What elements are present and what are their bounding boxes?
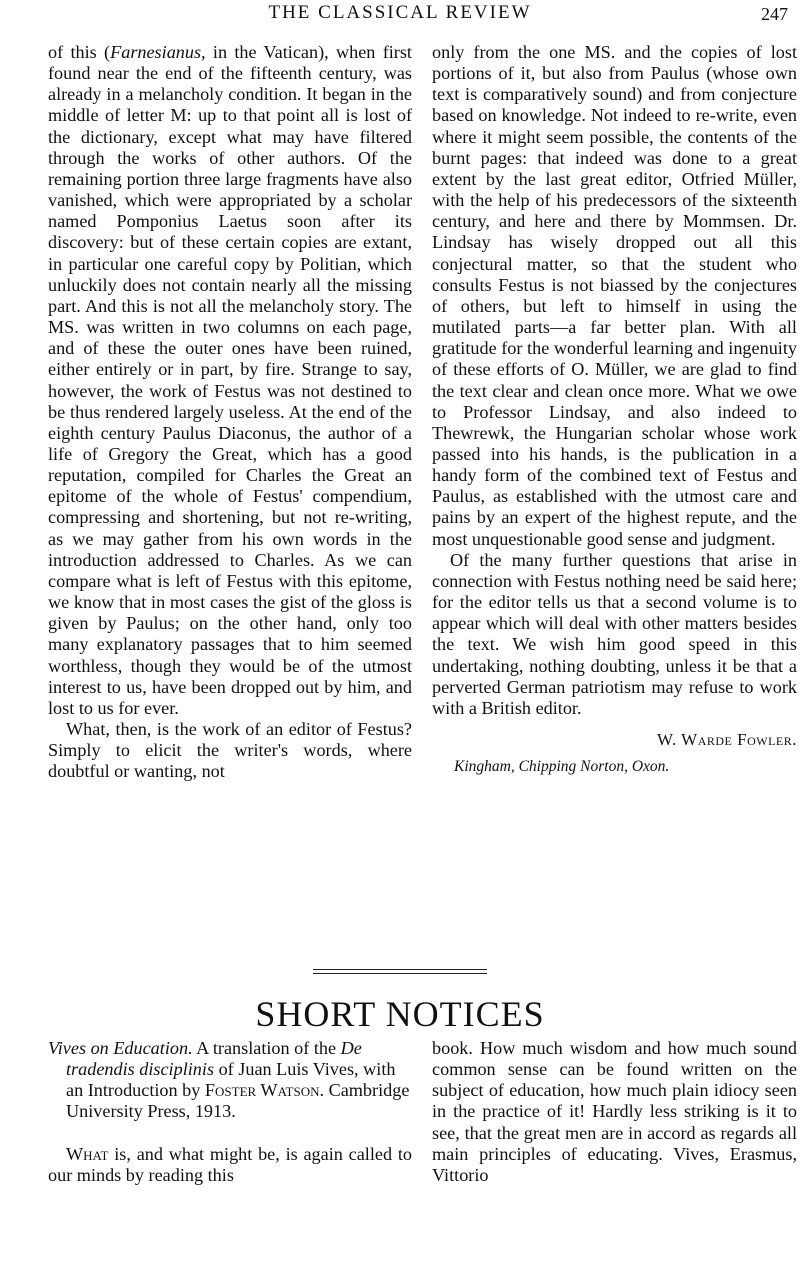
article-column-left	[48, 42, 412, 782]
text-run: A translation of the	[192, 1038, 341, 1058]
article-paragraph: Of the many further questions that arise in connection with Festus nothing need be said here; for the editor tells us that a second volume is to appear which will deal with other matters besides the text. We wish him good speed in this undertaking, nothing doubting, unless it be that a perverted German patriotism may refuse to work with a British editor.	[432, 549, 797, 718]
section-divider	[313, 969, 487, 970]
notices-column-right	[432, 1038, 797, 1186]
latin-title: De tradendis disciplinis	[66, 1038, 362, 1080]
article-paragraph: What, then, is the work of an editor of Festus? Simply to elicit the writer's words, where doubtful or wanting, not	[48, 719, 412, 782]
author-affiliation: Kingham, Chipping Norton, Oxon.	[454, 758, 670, 776]
article-column-right	[432, 42, 797, 777]
review-paragraph	[48, 1144, 412, 1186]
section-title: SHORT NOTICES	[255, 994, 545, 1034]
author-signature: W. Warde Fowler.	[657, 730, 797, 749]
article-paragraph: only from the one MS. and the copies of lost portions of it, but also from Paulus (whose own text is comparatively sound) and from conjecture based on knowledge. Not indeed to re-write, even where it might seem possible, the contents of the burnt pages: that indeed was done to a great extent by the last great editor, Otfried Müller, with the help of his predecessors of the sixteenth century, and here and there by Mommsen. Dr. Lindsay has wisely dropped out all this conjectural matter, so that the student who consults Festus is not biassed by the conjectures of others, but left to himself in using the mutilated parts—a far better plan. With all gratitude for the wonderful learning and ingenuity of these efforts of O. Müller, we are glad to find the text clear and clean once more. What we owe to Professor Lindsay, and also indeed to Thewrewk, the Hungarian scholar whose work passed into his hands, is the publication in a handy form of the combined text of Festus and Paulus, as established with the utmost care and pains by an expert of the highest repute, and the most unquestionable good sense and judgment.	[432, 42, 797, 549]
book-entry	[48, 1038, 412, 1123]
manuscript-name: Farnesianus,	[110, 42, 206, 62]
book-title: Vives on Education.	[48, 1038, 193, 1058]
section-divider	[313, 973, 487, 974]
text-run: is, and what might be, is again called to our minds by reading this	[48, 1143, 412, 1185]
text-run: Cambridge University Press, 1913.	[66, 1080, 410, 1122]
text-run: of Juan Luis Vives, with an Introduction by	[66, 1059, 396, 1101]
article-paragraph	[48, 42, 412, 719]
journal-title: THE CLASSICAL REVIEW	[268, 2, 532, 23]
text-run: of this (	[48, 42, 111, 62]
running-header	[0, 0, 800, 30]
page-number: 247	[761, 4, 788, 24]
review-paragraph: book. How much wisdom and how much sound common sense can be found written on the subject of education, how much plain idiocy seen in the practice of it! Hardly less striking is it to see, that the great men are in accord as regards all main principles of educating. Vives, Erasmus, Vittorio	[432, 1038, 797, 1185]
text-run: in the Vatican), when first found near the end of the fifteenth century, was already in a melancholy condition. It began in the middle of letter M: up to that point all is lost of the dictionary, except what may have filtered through the works of other authors. Of the remaining portion three large fragments have also vanished, which were appropriated by a scholar named Pomponius Laetus soon after its discovery: but of these certain copies are extant, in particular one careful copy by Politian, which unluckily does not contain nearly all the missing part. And this is not all the melancholy story. The MS. was written in two columns on each page, and of these the outer ones have been ruined, either entirely or in part, by fire. Strange to say, however, the work of Festus was not destined to be thus rendered largely useless. At the end of the eighth century Paulus Diaconus, the author of a life of Gregory the Great, which has a good reputation, compiled for Charles the Great an epitome of the whole of Festus' compendium, compressing and shortening, but not re-writing, as we may gather from his own words in the introduction addressed to Charles. As we can compare what is left of Festus with this epitome, we know that in most cases the gist of the gloss is given by Paulus; on the other hand, only too many explanatory passages that to him seemed worthless, though they would be of the utmost interest to us, have been dropped out by him, and lost to us for ever.	[48, 42, 412, 718]
spacer	[48, 1123, 412, 1144]
book-author: Foster Watson.	[204, 1080, 325, 1101]
notices-column-left	[48, 1038, 412, 1186]
lead-word: What	[66, 1143, 109, 1164]
